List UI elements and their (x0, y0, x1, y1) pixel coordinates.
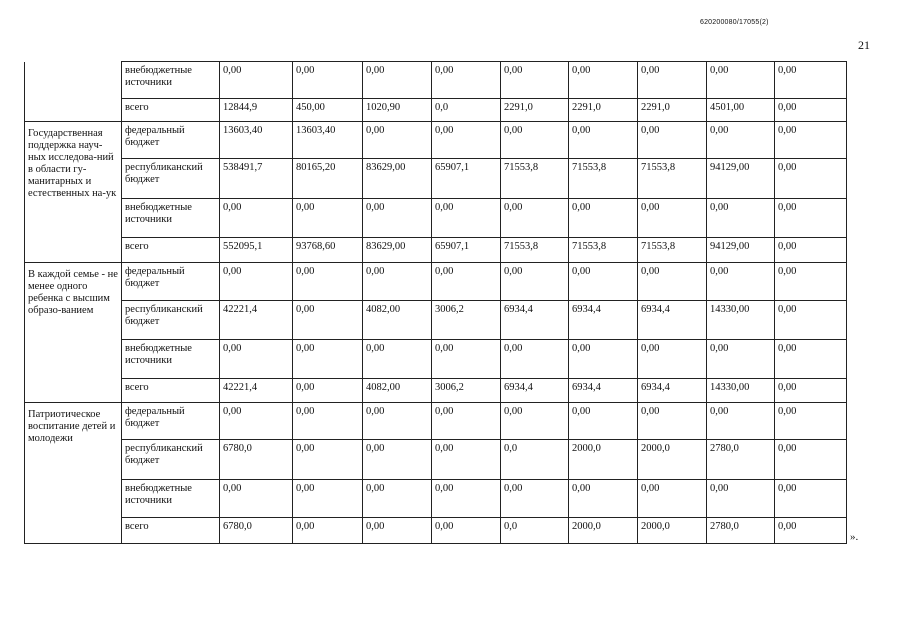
value-cell: 6780,0 (220, 518, 293, 544)
value-cell: 0,00 (220, 199, 293, 238)
funding-source-label: внебюджетные источники (122, 62, 220, 99)
value-cell: 0,00 (220, 480, 293, 518)
value-cell: 71553,8 (501, 238, 569, 263)
value-cell: 450,00 (293, 99, 363, 122)
value-cell: 6934,4 (638, 379, 707, 403)
value-cell: 6934,4 (638, 301, 707, 340)
value-cell: 2000,0 (569, 518, 638, 544)
funding-source-label: всего (122, 99, 220, 122)
value-cell: 0,00 (775, 263, 847, 301)
value-cell: 0,00 (707, 480, 775, 518)
value-cell: 0,00 (363, 122, 432, 159)
value-cell: 14330,00 (707, 301, 775, 340)
value-cell: 0,00 (220, 62, 293, 99)
table-row (25, 480, 847, 518)
value-cell: 42221,4 (220, 301, 293, 340)
value-cell: 71553,8 (638, 238, 707, 263)
value-cell: 0,00 (638, 122, 707, 159)
value-cell: 0,00 (638, 263, 707, 301)
value-cell: 0,00 (220, 263, 293, 301)
value-cell: 0,00 (707, 403, 775, 440)
value-cell: 0,00 (501, 403, 569, 440)
value-cell: 0,00 (638, 340, 707, 379)
table-row (25, 159, 847, 199)
value-cell: 0,00 (775, 199, 847, 238)
value-cell: 0,00 (638, 480, 707, 518)
value-cell: 0,00 (569, 480, 638, 518)
value-cell: 0,00 (775, 62, 847, 99)
funding-source-label: республиканский бюджет (122, 440, 220, 480)
funding-source-label: внебюджетные источники (122, 199, 220, 238)
funding-source-label: федеральный бюджет (122, 122, 220, 159)
table-row (25, 122, 847, 159)
value-cell: 0,00 (220, 403, 293, 440)
funding-source-label: всего (122, 379, 220, 403)
value-cell: 0,00 (363, 340, 432, 379)
table-row (25, 62, 847, 99)
value-cell: 0,00 (501, 62, 569, 99)
table-row (25, 99, 847, 122)
value-cell: 0,00 (707, 340, 775, 379)
value-cell: 0,00 (569, 122, 638, 159)
value-cell: 0,00 (775, 159, 847, 199)
value-cell: 0,00 (363, 199, 432, 238)
funding-source-label: внебюджетные источники (122, 340, 220, 379)
value-cell: 6934,4 (501, 379, 569, 403)
value-cell: 83629,00 (363, 159, 432, 199)
value-cell: 71553,8 (569, 238, 638, 263)
funding-source-label: всего (122, 518, 220, 544)
value-cell: 0,00 (363, 518, 432, 544)
value-cell: 0,00 (775, 340, 847, 379)
value-cell: 80165,20 (293, 159, 363, 199)
value-cell: 0,00 (432, 403, 501, 440)
value-cell: 0,00 (501, 199, 569, 238)
value-cell: 0,00 (707, 62, 775, 99)
value-cell: 2291,0 (501, 99, 569, 122)
value-cell: 0,00 (707, 263, 775, 301)
value-cell: 0,0 (432, 99, 501, 122)
value-cell: 0,00 (775, 238, 847, 263)
value-cell: 538491,7 (220, 159, 293, 199)
table-row (25, 199, 847, 238)
value-cell: 0,00 (775, 99, 847, 122)
value-cell: 14330,00 (707, 379, 775, 403)
value-cell: 0,00 (501, 340, 569, 379)
funding-source-label: республиканский бюджет (122, 301, 220, 340)
table-row (25, 379, 847, 403)
table-row (25, 440, 847, 480)
value-cell: 6934,4 (569, 301, 638, 340)
value-cell: 71553,8 (501, 159, 569, 199)
value-cell: 0,00 (363, 480, 432, 518)
value-cell: 4082,00 (363, 379, 432, 403)
value-cell: 0,00 (293, 480, 363, 518)
value-cell: 0,00 (293, 301, 363, 340)
value-cell: 0,00 (432, 518, 501, 544)
value-cell: 0,00 (569, 199, 638, 238)
value-cell: 2000,0 (638, 440, 707, 480)
value-cell: 0,00 (707, 122, 775, 159)
value-cell: 0,00 (638, 62, 707, 99)
value-cell: 6934,4 (501, 301, 569, 340)
value-cell: 0,00 (775, 480, 847, 518)
value-cell: 552095,1 (220, 238, 293, 263)
value-cell: 0,00 (775, 403, 847, 440)
funding-source-label: всего (122, 238, 220, 263)
value-cell: 0,00 (432, 199, 501, 238)
value-cell: 0,00 (293, 199, 363, 238)
value-cell: 3006,2 (432, 379, 501, 403)
value-cell: 0,00 (293, 440, 363, 480)
table-row (25, 518, 847, 544)
value-cell: 0,00 (293, 518, 363, 544)
value-cell: 0,00 (638, 403, 707, 440)
table-row (25, 403, 847, 440)
value-cell: 0,00 (432, 340, 501, 379)
value-cell: 0,00 (293, 379, 363, 403)
value-cell: 0,00 (707, 199, 775, 238)
funding-source-label: федеральный бюджет (122, 403, 220, 440)
value-cell: 6934,4 (569, 379, 638, 403)
value-cell: 13603,40 (293, 122, 363, 159)
value-cell: 2000,0 (638, 518, 707, 544)
value-cell: 65907,1 (432, 238, 501, 263)
value-cell: 0,00 (775, 122, 847, 159)
budget-table (24, 61, 847, 544)
value-cell: 0,00 (432, 480, 501, 518)
value-cell: 13603,40 (220, 122, 293, 159)
closing-quote: ». (850, 531, 859, 543)
value-cell: 65907,1 (432, 159, 501, 199)
value-cell: 71553,8 (569, 159, 638, 199)
value-cell: 83629,00 (363, 238, 432, 263)
value-cell: 0,00 (775, 379, 847, 403)
funding-source-label: республиканский бюджет (122, 159, 220, 199)
value-cell: 0,00 (363, 403, 432, 440)
value-cell: 0,00 (432, 263, 501, 301)
value-cell: 12844,9 (220, 99, 293, 122)
value-cell: 0,00 (775, 440, 847, 480)
table-row (25, 301, 847, 340)
table-row (25, 263, 847, 301)
document-id: 620200080/17055(2) (700, 19, 769, 26)
funding-source-label: внебюджетные источники (122, 480, 220, 518)
value-cell: 0,00 (638, 199, 707, 238)
table-row (25, 238, 847, 263)
section-title: Государственная поддержка науч-ных исследова-ний в области гу-манитарных и естественных на-ук (25, 122, 122, 263)
page-number: 21 (858, 38, 870, 52)
value-cell: 71553,8 (638, 159, 707, 199)
value-cell: 0,00 (293, 403, 363, 440)
value-cell: 3006,2 (432, 301, 501, 340)
value-cell: 0,00 (569, 263, 638, 301)
value-cell: 2291,0 (638, 99, 707, 122)
value-cell: 0,0 (501, 440, 569, 480)
section-title: Патриотическое воспитание детей и молодежи (25, 403, 122, 544)
value-cell: 2780,0 (707, 440, 775, 480)
value-cell: 0,00 (569, 340, 638, 379)
value-cell: 0,00 (501, 122, 569, 159)
value-cell: 0,00 (293, 62, 363, 99)
value-cell: 0,00 (432, 62, 501, 99)
value-cell: 94129,00 (707, 238, 775, 263)
value-cell: 0,00 (569, 403, 638, 440)
section-title: В каждой семье - не менее одного ребенка с высшим образо-ванием (25, 263, 122, 403)
value-cell: 6780,0 (220, 440, 293, 480)
section-title (25, 62, 122, 122)
value-cell: 0,00 (501, 263, 569, 301)
value-cell: 0,00 (363, 440, 432, 480)
value-cell: 2291,0 (569, 99, 638, 122)
value-cell: 93768,60 (293, 238, 363, 263)
value-cell: 0,00 (293, 263, 363, 301)
table-row (25, 340, 847, 379)
value-cell: 42221,4 (220, 379, 293, 403)
value-cell: 2000,0 (569, 440, 638, 480)
value-cell: 0,00 (432, 440, 501, 480)
value-cell: 1020,90 (363, 99, 432, 122)
value-cell: 94129,00 (707, 159, 775, 199)
value-cell: 0,0 (501, 518, 569, 544)
value-cell: 0,00 (363, 263, 432, 301)
value-cell: 0,00 (775, 518, 847, 544)
value-cell: 0,00 (432, 122, 501, 159)
value-cell: 0,00 (220, 340, 293, 379)
funding-source-label: федеральный бюджет (122, 263, 220, 301)
value-cell: 0,00 (501, 480, 569, 518)
table-body (25, 62, 847, 544)
value-cell: 4501,00 (707, 99, 775, 122)
value-cell: 0,00 (293, 340, 363, 379)
value-cell: 0,00 (363, 62, 432, 99)
value-cell: 0,00 (775, 301, 847, 340)
value-cell: 2780,0 (707, 518, 775, 544)
value-cell: 0,00 (569, 62, 638, 99)
value-cell: 4082,00 (363, 301, 432, 340)
